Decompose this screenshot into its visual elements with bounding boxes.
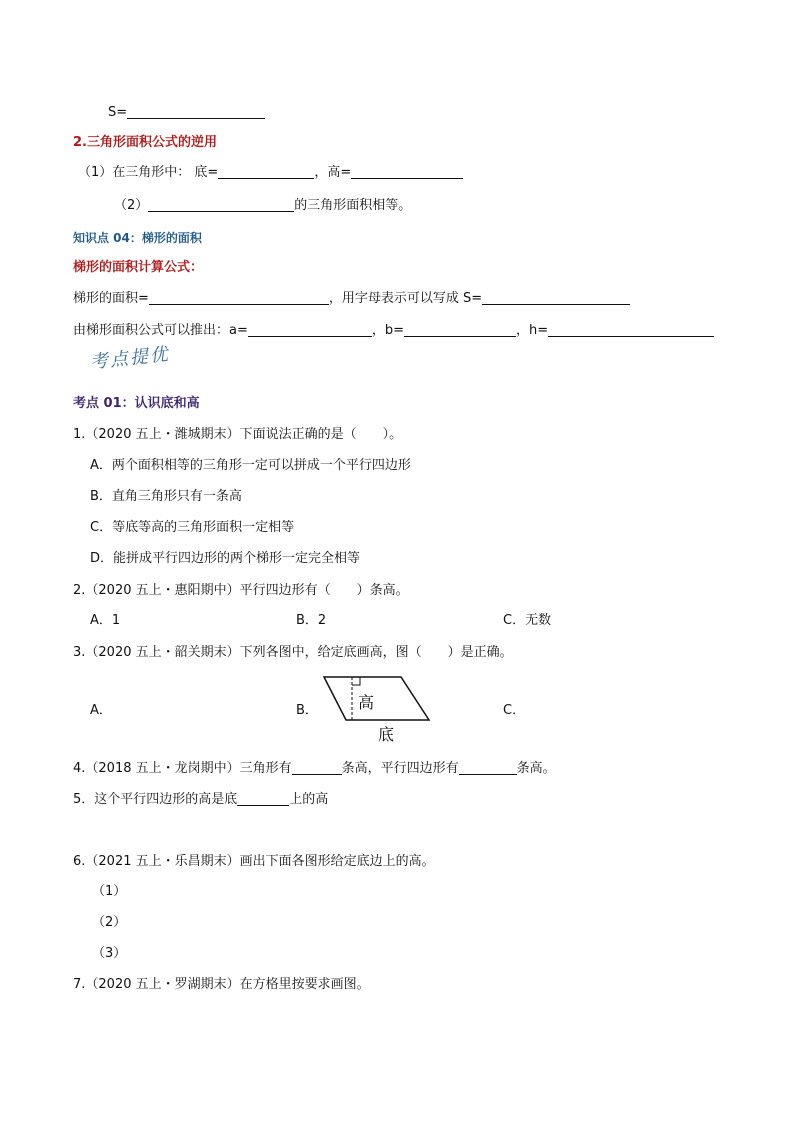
- q1-height-label: ，高=: [314, 165, 352, 180]
- q3-option-b[interactable]: B．: [296, 703, 318, 718]
- q2-suffix: 的三角形面积相等。: [294, 198, 412, 213]
- q6-part-1: （1）: [92, 884, 127, 899]
- q2-prefix: （2）: [114, 198, 149, 213]
- question-4-stem: [73, 760, 556, 778]
- q1-option-d[interactable]: D．能拼成平行四边形的两个梯形一定完全相等: [90, 551, 361, 566]
- area-prefix: 梯形的面积=: [73, 291, 149, 306]
- base-label: 底: [378, 725, 395, 744]
- q2-option-b[interactable]: B．2: [296, 613, 327, 628]
- base-blank[interactable]: [218, 164, 314, 179]
- question-1-stem: 1.（2020 五上・潍城期末）下面说法正确的是（ ）。: [73, 427, 403, 442]
- s-formula-line: [108, 104, 265, 122]
- question-2-stem: 2.（2020 五上・惠阳期中）平行四边形有（ ）条高。: [73, 583, 409, 598]
- derive-b-label: ，b=: [371, 323, 405, 338]
- parallelogram-heights-blank[interactable]: [459, 760, 517, 775]
- trapezoid-formula-title: 梯形的面积计算公式：: [73, 260, 204, 275]
- q2-option-c[interactable]: C．无数: [503, 613, 552, 628]
- a-blank[interactable]: [248, 322, 372, 337]
- section-2-q1: [78, 164, 463, 182]
- q5-stem-a: 5．这个平行四边形的高是底: [73, 792, 238, 807]
- q2-option-a[interactable]: A．1: [90, 613, 121, 628]
- q4-stem-c: 条高。: [516, 761, 556, 776]
- kaodian-banner: 考点提优: [89, 343, 171, 374]
- q3-option-a[interactable]: A．: [90, 703, 112, 718]
- area-blank[interactable]: [149, 290, 329, 305]
- h-blank[interactable]: [548, 322, 714, 337]
- section-2-title: 2.三角形面积公式的逆用: [73, 135, 217, 150]
- q3-option-c[interactable]: C．: [503, 703, 526, 718]
- right-angle-mark: [352, 677, 360, 685]
- s-label: S=: [108, 105, 128, 120]
- q4-stem-a: 4.（2018 五上・龙岗期中）三角形有: [73, 761, 292, 776]
- area-mid: ，用字母表示可以写成 S=: [328, 291, 483, 306]
- q1-prefix: （1）在三角形中：: [78, 165, 191, 180]
- q6-part-2: （2）: [92, 915, 127, 930]
- knowledge-04-title: 知识点 04：梯形的面积: [73, 231, 202, 245]
- trapezoid-derive-line: [73, 322, 714, 340]
- question-7-stem: 7.（2020 五上・罗湖期末）在方格里按要求画图。: [73, 977, 370, 992]
- derive-h-label: ，h=: [516, 323, 549, 338]
- height-label: 高: [358, 693, 375, 712]
- section-2-q2: [114, 197, 411, 215]
- question-6-stem: 6.（2021 五上・乐昌期末）画出下面各图形给定底边上的高。: [73, 854, 435, 869]
- q5-stem-b: 上的高: [289, 792, 329, 807]
- s-formula-blank[interactable]: [482, 290, 630, 305]
- q5-blank[interactable]: [237, 791, 289, 806]
- parallelogram-figure: [316, 672, 434, 746]
- derive-prefix: 由梯形面积公式可以推出：a=: [73, 323, 248, 338]
- q1-base-label: 底=: [194, 165, 219, 180]
- question-5-stem: [73, 791, 328, 809]
- q4-stem-b: 条高，平行四边形有: [341, 761, 459, 776]
- q1-option-a[interactable]: A．两个面积相等的三角形一定可以拼成一个平行四边形: [90, 458, 411, 473]
- trapezoid-area-line: [73, 290, 630, 308]
- parallelogram-shape: [324, 677, 429, 720]
- b-blank[interactable]: [404, 322, 516, 337]
- kaodian-01-title: 考点 01：认识底和高: [73, 396, 200, 411]
- q2-blank[interactable]: [148, 197, 294, 212]
- s-blank[interactable]: [127, 104, 265, 119]
- question-3-stem: 3.（2020 五上・韶关期末）下列各图中，给定底画高，图（ ）是正确。: [73, 645, 513, 660]
- q6-part-3: （3）: [92, 946, 127, 961]
- height-blank[interactable]: [351, 164, 463, 179]
- q1-option-c[interactable]: C．等底等高的三角形面积一定相等: [90, 520, 295, 535]
- triangle-heights-blank[interactable]: [292, 760, 342, 775]
- q1-option-b[interactable]: B．直角三角形只有一条高: [90, 489, 242, 504]
